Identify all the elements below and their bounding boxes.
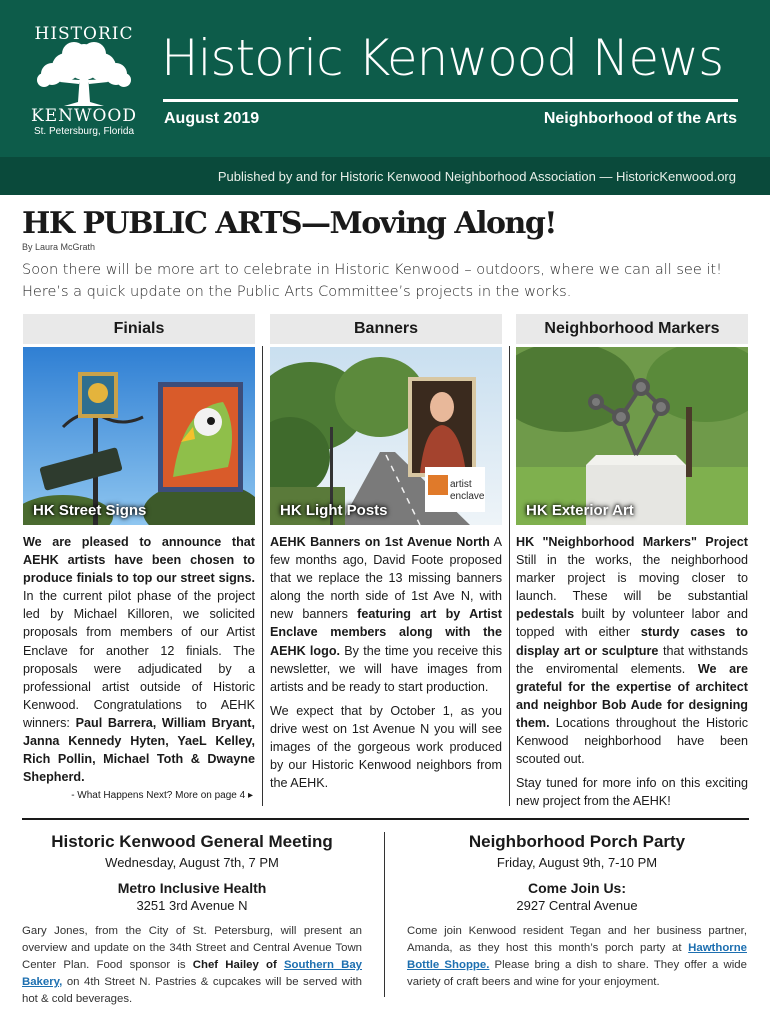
southern-bay-bakery-link[interactable]: Southern Bay Bakery, [22,959,363,988]
logo-city: St. Petersburg, Florida [33,126,135,137]
event-text: Please bring a dish to share. They offer a wide variety of craft beers and wine for your enjoyment. [407,959,747,988]
article-intro: Soon there will be more art to celebrate in Historic Kenwood – outdoors, where we can all see it! Here’s a quick update on the Public Arts Committee’s projects in the works. [22,262,722,300]
column-finials [23,314,255,801]
street-banners-image [270,347,502,525]
event-description [22,923,362,1008]
column-divider [262,346,263,806]
event-datetime: Wednesday, August 7th, 7 PM [105,855,279,870]
section-divider [22,818,749,820]
logo-text-bottom: KENWOOD [31,106,137,126]
event-venue: Metro Inclusive Health [117,880,267,896]
event-title: Neighborhood Porch Party [468,832,686,851]
column-heading: Neighborhood Markers [516,314,748,344]
column-banners [270,314,502,798]
exterior-art-photo [516,347,748,525]
street-signs-photo [23,347,255,525]
event-address: 2927 Central Avenue [516,898,638,913]
issue-date: August 2019 [164,110,260,127]
column-markers [516,314,748,816]
light-posts-photo [270,347,502,525]
photo-caption: HK Light Posts [280,502,388,519]
event-general-meeting [22,832,362,1008]
body-bold: featuring art by Artist Enclave members along with the AEHK logo. [270,607,502,658]
artist-enclave-logo-line1: artist [450,479,472,490]
title-divider [163,99,738,102]
event-description [407,923,747,991]
body-bold-lead: We are pleased to announce that AEHK artists have been chosen to produce finials to top our street signs. [23,535,255,586]
body-text: By the time you receive this newsletter, we will have images from artists and be ready to start production. [270,643,502,694]
newsletter-title: Historic Kenwood News [161,29,724,87]
body-bold-lead: AEHK Banners on 1st Avenue North [270,535,490,549]
tagline: Neighborhood of the Arts [543,110,737,127]
column-heading: Banners [270,314,502,344]
event-venue: Come Join Us: [527,880,626,896]
event-text: on 4th Street N. Pastries & cupcakes will be served with hot & cold beverages. [22,976,362,1005]
winners-list: Paul Barrera, William Bryant, Janna Kennedy Hyten, YaeL Kelley, Rich Pollin, Michael Toth & Dwayne Shepherd. [23,715,255,785]
body-text: A few months ago, David Foote proposed that we replace the 13 missing banners along the north side of 1st Ave N, with new banners [270,535,502,622]
body-text: Still in the works, the neighborhood marker project is moving closer to launch. These will be substantial [516,553,748,604]
photo-caption: HK Exterior Art [526,502,634,519]
event-text: Come join Kenwood resident Tegan and her business partner, Amanda, as they host this month’s porch party at [407,925,747,954]
column-divider [509,346,510,806]
body-bold-lead: HK "Neighborhood Markers" Project [516,535,748,549]
body-bold: pedestals [516,607,575,622]
logo-text-top: HISTORIC [34,24,134,44]
column-body [270,533,502,792]
column-heading: Finials [23,314,255,344]
body-paragraph: We expect that by October 1, as you drive west on 1st Avenue N you will see images of the gorgeous work produced by our Historic Kenwood neighbors from the AEHK. [270,703,502,791]
continued-on-page-link[interactable]: - What Happens Next? More on page 4 ▸ [71,790,253,802]
body-text: built by volunteer labor and topped with either [516,607,748,640]
street-sign-finials-image [23,347,255,525]
event-datetime: Friday, August 9th, 7-10 PM [496,855,658,870]
publisher-line: Published by and for Historic Kenwood Neighborhood Association — HistoricKenwood.org [217,169,736,184]
event-address: 3251 3rd Avenue N [136,898,248,913]
column-body [23,533,255,786]
body-paragraph: Stay tuned for more info on this exciting new project from the AEHK! [516,776,748,809]
event-divider [384,832,385,997]
body-bold: We are grateful for the expertise of architect and neighbor Bob Aude for designing them. [516,661,748,730]
body-text: that withstands the enviromental elements. [516,643,748,676]
column-body [516,533,748,810]
hawthorne-bottle-shoppe-link[interactable]: Hawthorne Bottle Shoppe. [407,942,747,971]
sculpture-image [516,347,748,525]
event-title: Historic Kenwood General Meeting [51,832,333,851]
article-headline: HK PUBLIC ARTS—Moving Along! [22,206,556,241]
byline: By Laura McGrath [22,242,96,252]
body-bold: sturdy cases to display art or sculpture [516,625,748,658]
food-sponsor: Chef Hailey of [192,959,277,971]
body-text: In the current pilot phase of the project led by Michael Killoren, we solicited proposals from members of our Artist Enclave for another 12 finials. The proposals were adjudicated by a professional artist outside of Historic Kenwood. Congratulations to AEHK winners: [23,589,255,730]
event-porch-party [407,832,747,991]
photo-caption: HK Street Signs [33,502,147,519]
event-text: Gary Jones, from the City of St. Petersburg, will present an overview and update on the 34th Street and Central Avenue Town Center Plan. Food sponsor is [22,925,362,971]
artist-enclave-logo-line2: enclave [450,491,485,502]
body-text: Locations throughout the Historic Kenwood neighborhood have been scouted out. [516,715,748,767]
historic-kenwood-logo [24,22,144,142]
